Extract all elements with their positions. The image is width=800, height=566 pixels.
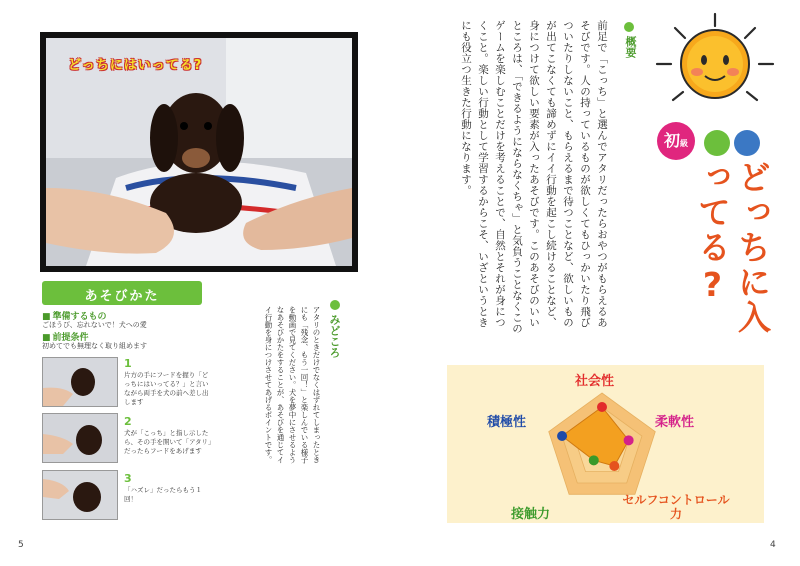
step-1-text: 片方の手にフードを握り「どっちにはいってる？」と言いながら両手を犬の前へ差し出します (124, 371, 209, 406)
step-3-text: 「ハズレ」だったらもう１回！ (124, 486, 202, 503)
step-1-number: 1 (124, 357, 132, 370)
radar-point (557, 431, 567, 441)
photo-caption: どっちにはいってる? (68, 58, 203, 73)
page-title: どっちに入ってる? (693, 160, 772, 335)
prep-text: ごほうび、忘れないで！犬への愛 (42, 321, 147, 329)
step-2-text: 犬が「こっち」と指し示したら、その手を開いて「アタリ」だったらフードをあげます (124, 429, 212, 455)
radar-point (624, 435, 634, 445)
premise-text: 初めてでも無理なく取り組めます (42, 342, 147, 350)
chart-label-sekkyokusei: 積極性 (487, 415, 527, 430)
step-photo-illustration (43, 471, 117, 519)
chart-label-self-control: セルフコントロール力 (622, 493, 730, 521)
chart-label-junansei: 柔軟性 (655, 415, 695, 430)
overview-dot (624, 22, 634, 32)
sun-mascot-icon (655, 12, 775, 116)
midokoro-title: みどころ (328, 314, 341, 358)
step-photo-illustration (43, 414, 117, 462)
level-label: 初 (663, 131, 680, 150)
level-badge (657, 122, 695, 160)
page-number-left: 5 (18, 540, 24, 550)
step-3-number: 3 (124, 472, 132, 485)
prep-title: ■ 準備するもの (42, 309, 107, 322)
step-1-photo (42, 357, 118, 407)
level-dot-green (704, 130, 730, 156)
step-photo-illustration (43, 358, 117, 406)
chart-label-sesshokuryoku: 接触力 (511, 507, 551, 522)
overview-text: 前足で「こっち」と選んでアタリだったらおやつがもらえるあそびです。人の持っているものが欲しくてもひっかいたり飛びついたりしないこと、もらえるまで待つことなど、欲しいものが出てこなくても諦めずにイイ行動を起こし続けることなど、身につけて欲しい要素が入ったあそびです。このあそびのいいところは、「できるようにならなくちゃ」と気負うことなくこのゲームを楽しむことだけを考えることで、自然とそれが身につくこと。楽しい行動として学習するからこそ、いざというときにも役立つ生きた行動になります。 (460, 20, 608, 334)
overview-title: 概要 (624, 36, 637, 58)
step-2-number: 2 (124, 415, 132, 428)
midokoro-text: アタリのときだけでなくはずれてしまったときにも「残念、もう一回！」と楽しんでいる様子を動画で見てください。犬を夢中にさせるようなあそびかたをすることが、あそびを通じてイイ行動を身につけさせてあげるポイントです。 (264, 306, 321, 464)
step-2-photo (42, 413, 118, 463)
radar-point (609, 461, 619, 471)
level-dot-blue (734, 130, 760, 156)
main-photo (40, 32, 358, 272)
premise-title: ■ 前提条件 (42, 330, 89, 343)
step-3-photo (42, 470, 118, 520)
radar-point (597, 402, 607, 412)
photo-image (46, 38, 352, 266)
radar-chart-panel (447, 365, 764, 523)
howto-header (42, 281, 202, 305)
radar-point (589, 455, 599, 465)
page-number-right: 4 (770, 540, 776, 550)
level-sub: 級 (680, 139, 688, 148)
howto-title: あそびかた (84, 289, 160, 304)
chart-label-shakaisei: 社会性 (575, 374, 615, 389)
midokoro-dot (330, 300, 340, 310)
